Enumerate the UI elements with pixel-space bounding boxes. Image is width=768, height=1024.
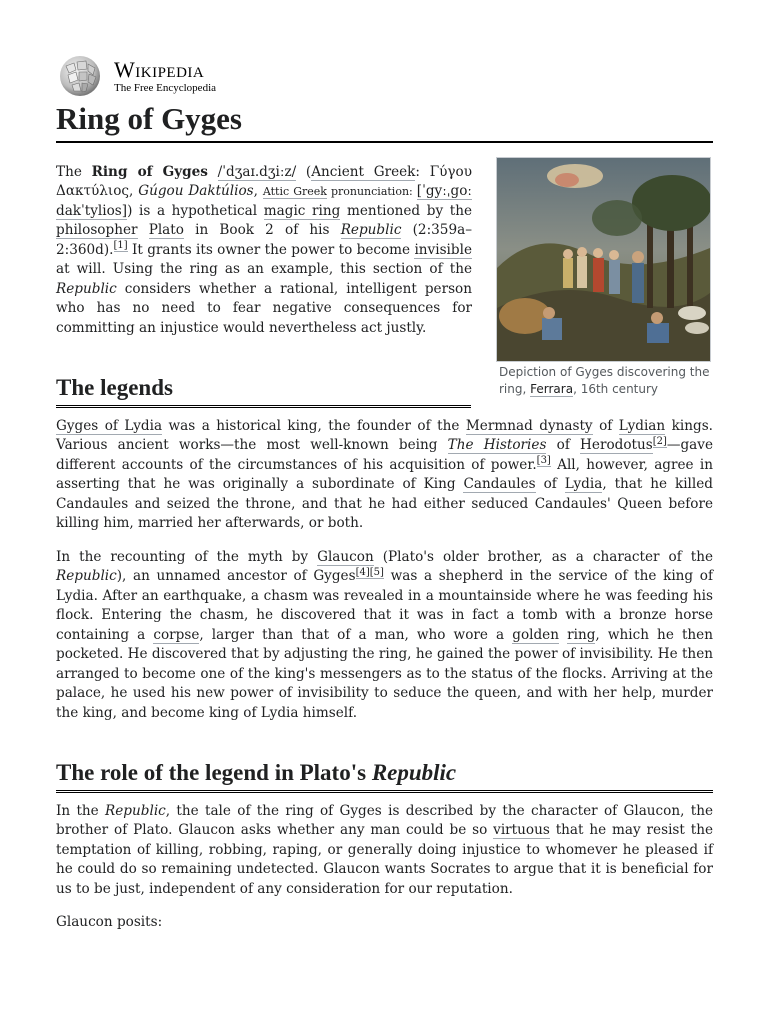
- section-heading-legends: The legends: [56, 374, 471, 408]
- ferrara-link[interactable]: Ferrara: [530, 381, 574, 396]
- plato-link[interactable]: Plato: [148, 222, 184, 239]
- wikipedia-globe-icon: [56, 54, 104, 98]
- citation-5-link[interactable]: [5]: [369, 566, 384, 578]
- page-title: Ring of Gyges: [56, 101, 713, 143]
- role-paragraph-1: In the Republic, the tale of the ring of Gyges is described by the character of Glaucon, the brother of Plato. Glaucon asks whether any man could be so virtuous that he may resist the temptation of killing, robbing, raping, or generally doing injustice to whomever he pleased if he could do so remaining undetected. Glaucon wants Socrates to argue that it is beneficial for us to be just, independent of any consideration for our reputation.: [56, 802, 714, 897]
- attic-greek-link[interactable]: Attic Greek: [262, 185, 327, 199]
- the-histories-link[interactable]: The Histories: [447, 437, 547, 454]
- section-heading-role: The role of the legend in Plato's Republic: [56, 759, 713, 793]
- candaules-link[interactable]: Candaules: [463, 476, 536, 493]
- figure-caption: Depiction of Gyges discovering the ring, Ferrara, 16th century: [499, 364, 710, 396]
- citation-2-link[interactable]: [2]: [652, 435, 667, 447]
- corpse-link[interactable]: corpse: [153, 626, 200, 643]
- glaucon-link[interactable]: Glaucon: [317, 548, 374, 565]
- citation-4-link[interactable]: [4]: [355, 566, 370, 578]
- infobox-figure: [496, 157, 713, 398]
- citation-3-link[interactable]: [3]: [536, 455, 551, 467]
- virtuous-link[interactable]: virtuous: [493, 822, 550, 839]
- golden-link[interactable]: golden: [512, 626, 559, 643]
- citation-1-link[interactable]: [1]: [113, 240, 128, 252]
- wikipedia-wordmark: Wikipedia: [114, 56, 205, 82]
- lydia-link[interactable]: Lydia: [564, 476, 603, 493]
- magic-ring-link[interactable]: magic ring: [263, 202, 341, 219]
- intro-paragraph: The Ring of Gyges /ˈdʒaɪ.dʒiːz/ (Ancient Greek: Γύγου Δακτύλιος, Gúgou Daktúlios, Attic Greek pronunciation: [ˈgyːˌgoː dakˈtylios]) is a hypothetical magic ring mentioned by the philosopher Plato in Book 2 of his Republic (2:359a–2:360d).[1] It grants its owner the power to become invisible at will. Using the ring as an example, this section of the Republic considers whether a rational, intelligent person who has no need to fear negative consequences for committing an injustice would nevertheless act justly.: [56, 163, 473, 336]
- role-paragraph-2: Glaucon posits:: [56, 914, 163, 931]
- ancient-greek-link[interactable]: Ancient Greek: [311, 163, 416, 180]
- greek-ipa-link[interactable]: [ˈgyːˌgoː dakˈtylios]: [56, 183, 472, 219]
- gyges-painting-image[interactable]: [496, 157, 711, 362]
- philosopher-link[interactable]: philosopher: [56, 222, 138, 239]
- article-subject: Ring of Gyges: [91, 163, 208, 180]
- ipa-pronunciation-link[interactable]: /ˈdʒaɪ.dʒiːz/: [217, 163, 297, 180]
- wikipedia-tagline: The Free Encyclopedia: [114, 81, 217, 94]
- gyges-of-lydia-link[interactable]: Gyges of Lydia: [56, 417, 163, 434]
- article-page: [56, 54, 713, 933]
- wikipedia-logo[interactable]: [56, 54, 713, 98]
- mermnad-dynasty-link[interactable]: Mermnad dynasty: [465, 417, 593, 434]
- invisible-link[interactable]: invisible: [414, 241, 472, 258]
- legends-paragraph-1: Gyges of Lydia was a historical king, the founder of the Mermnad dynasty of Lydian kings. Various ancient works—the most well-known being The Histories of Herodotus[2]—gave different accounts of the circumstances of his acquisition of power.[3] All, however, agree in asserting that he was originally a subordinate of King Candaules of Lydia, that he killed Candaules and seized the throne, and that he had either seduced Candaules' Queen before killing him, married her afterwards, or both.: [56, 417, 714, 532]
- herodotus-link[interactable]: Herodotus: [580, 437, 653, 454]
- lydian-link[interactable]: Lydian: [618, 417, 666, 434]
- ring-link[interactable]: ring: [567, 626, 596, 643]
- legends-paragraph-2: In the recounting of the myth by Glaucon (Plato's older brother, as a character of the Republic), an unnamed ancestor of Gyges[4][5] was a shepherd in the service of the king of Lydia. After an earthquake, a chasm was revealed in a mountainside where he was feeding his flock. Entering the chasm, he discovered that it was in fact a tomb with a bronze horse containing a corpse, larger than that of a man, who wore a golden ring, which he then pocketed. He discovered that by adjusting the ring, he gained the power of invisibility. He then arranged to become one of the king's messengers as to the status of the flocks. Arriving at the palace, he used his new power of invisibility to seduce the queen, and with her help, murder the king, and become king of Lydia himself.: [56, 548, 714, 721]
- republic-link[interactable]: Republic: [340, 222, 402, 239]
